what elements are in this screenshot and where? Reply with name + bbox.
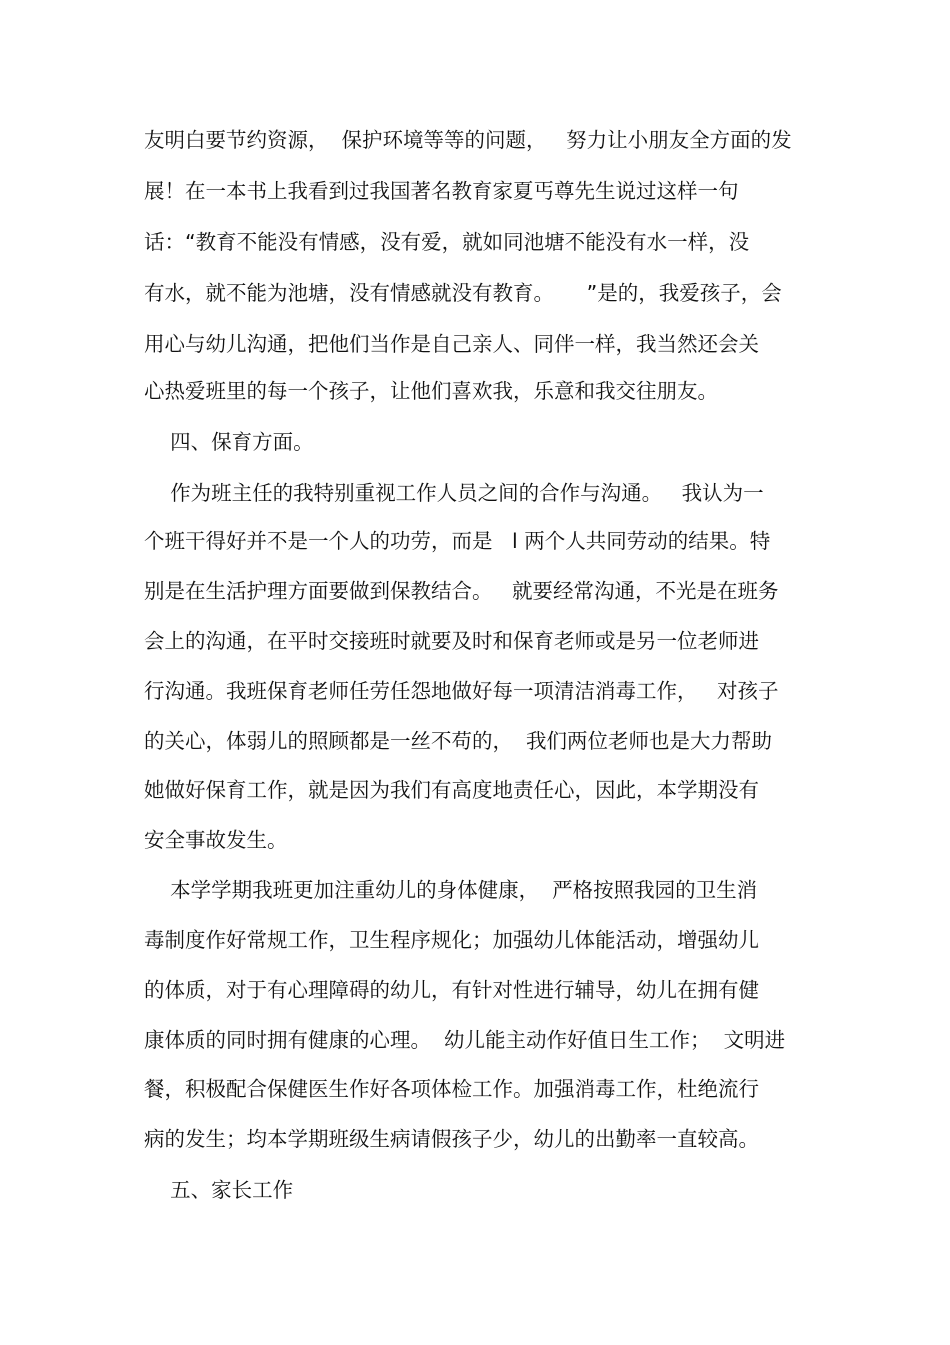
text-line: 作为班主任的我特别重视工作人员之间的合作与沟通。 我认为一 <box>144 481 764 505</box>
text-line: 行沟通。我班保育老师任劳任怨地做好每一项清洁消毒工作， 对孩子 <box>144 679 779 703</box>
section-heading: 四、保育方面。 <box>144 430 314 454</box>
text-line: 会上的沟通，在平时交接班时就要及时和保育老师或是另一位老师进 <box>144 629 759 653</box>
text-line: 安全事故发生。 <box>144 828 288 852</box>
text-line: 别是在生活护理方面要做到保教结合。 就要经常沟通，不光是在班务 <box>144 579 779 603</box>
text-line: 康体质的同时拥有健康的心理。 幼儿能主动作好值日生工作； 文明进 <box>144 1028 786 1052</box>
text-line: 的体质，对于有心理障碍的幼儿，有针对性进行辅导，幼儿在拥有健 <box>144 978 759 1002</box>
text-line: 用心与幼儿沟通，把他们当作是自己亲人、同伴一样，我当然还会关 <box>144 332 759 356</box>
section-heading: 五、家长工作 <box>144 1178 294 1202</box>
text-line: 展！在一本书上我看到过我国著名教育家夏丐尊先生说过这样一句 <box>144 179 739 203</box>
text-line: 有水，就不能为池塘，没有情感就没有教育。 ”是的，我爱孩子，会 <box>144 281 782 305</box>
text-line: 个班干得好并不是一个人的功劳，而是 l 两个人共同劳动的结果。特 <box>144 529 771 553</box>
text-line: 餐，积极配合保健医生作好各项体检工作。加强消毒工作，杜绝流行 <box>144 1077 759 1101</box>
text-line: 心热爱班里的每一个孩子，让他们喜欢我，乐意和我交往朋友。 <box>144 379 718 403</box>
text-line: 毒制度作好常规工作，卫生程序规化；加强幼儿体能活动，增强幼儿 <box>144 928 759 952</box>
text-line: 的关心，体弱儿的照顾都是一丝不苟的， 我们两位老师也是大力帮助 <box>144 729 773 753</box>
text-line: 她做好保育工作，就是因为我们有高度地责任心，因此，本学期没有 <box>144 778 759 802</box>
text-line: 友明白要节约资源， 保护环境等等的问题， 努力让小朋友全方面的发 <box>144 128 792 152</box>
text-line: 本学学期我班更加注重幼儿的身体健康， 严格按照我园的卫生消 <box>144 878 758 902</box>
text-line: 病的发生；均本学期班级生病请假孩子少，幼儿的出勤率一直较高。 <box>144 1127 759 1151</box>
text-line: 话：“教育不能没有情感，没有爱，就如同池塘不能没有水一样，没 <box>144 230 750 254</box>
